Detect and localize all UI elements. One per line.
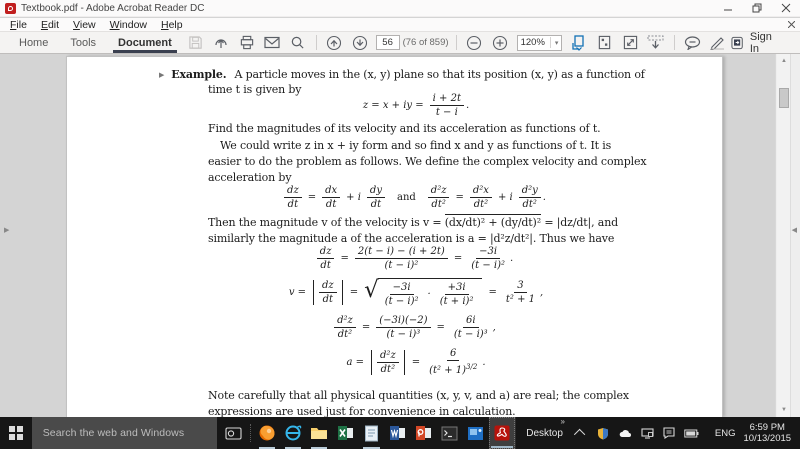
- scrollbar-thumb[interactable]: [779, 88, 789, 108]
- share-upload-icon[interactable]: [208, 33, 234, 53]
- tab-document[interactable]: Document: [107, 32, 183, 53]
- comment-icon[interactable]: [680, 33, 706, 53]
- page-count-label: (76 of 859): [402, 37, 449, 48]
- taskbar-command-prompt-icon[interactable]: [437, 417, 463, 449]
- expand-right-pane-icon[interactable]: ◀: [791, 227, 797, 234]
- chevron-down-icon: ▾: [554, 39, 559, 47]
- toolbar: [0, 31, 800, 54]
- menu-file[interactable]: File: [10, 18, 27, 31]
- fill-sign-pencil-icon[interactable]: [705, 33, 731, 53]
- taskbar-powerpoint-icon[interactable]: [411, 417, 437, 449]
- date-label: 10/13/2015: [743, 433, 792, 444]
- fit-page-icon[interactable]: [592, 33, 618, 53]
- close-button[interactable]: [771, 0, 800, 16]
- body-line: expressions are used just for convenience in calculation.: [208, 405, 516, 417]
- toolbar-overflow-icon[interactable]: »: [560, 417, 565, 426]
- restore-button[interactable]: [742, 0, 771, 16]
- menu-window[interactable]: Window: [109, 18, 147, 31]
- page-number-input[interactable]: [376, 35, 400, 50]
- sign-in-label: Sign In: [749, 30, 772, 55]
- save-icon[interactable]: [183, 33, 209, 53]
- toolbar-divider: [674, 35, 675, 50]
- search-icon[interactable]: [285, 33, 311, 53]
- menu-view[interactable]: View: [73, 18, 96, 31]
- document-area: [0, 54, 800, 417]
- zoom-out-icon[interactable]: [462, 33, 488, 53]
- email-icon[interactable]: [259, 33, 285, 53]
- taskbar-excel-icon[interactable]: [332, 417, 358, 449]
- scroll-up-icon[interactable]: ▲: [781, 58, 787, 64]
- taskbar-acrobat-reader-icon[interactable]: [489, 417, 515, 449]
- previous-page-icon[interactable]: [322, 33, 348, 53]
- body-line: time t is given by: [208, 83, 302, 96]
- tab-home[interactable]: Home: [19, 36, 49, 49]
- taskbar: [0, 417, 800, 449]
- body-line: similarly the magnitude a of the acceleration is a = |d²z/dt²|. Thus we have: [208, 232, 615, 245]
- desktop-toolbar[interactable]: [515, 417, 571, 449]
- equation-velocity-definition: $\frac{dz}{dt}$ = $\frac{dx}{dt}$ + i dy dt and $\frac{\text{d²z}}{\text{dt²}}$ = $\frac{\text{d²x}}{\text{dt²}}$ + i d²y dt² .: [208, 185, 620, 210]
- minimize-button[interactable]: [713, 0, 742, 16]
- taskbar-divider: [250, 424, 251, 442]
- body-line: Note carefully that all physical quantities (x, y, v, and a) are real; the complex: [208, 389, 629, 402]
- menu-edit[interactable]: Edit: [40, 18, 60, 31]
- scrolling-view-icon[interactable]: [566, 33, 592, 53]
- acrobat-app-icon: [5, 3, 16, 14]
- action-center-icon[interactable]: [662, 426, 677, 441]
- toolbar-divider: [456, 35, 457, 50]
- full-screen-icon[interactable]: [618, 33, 644, 53]
- tab-tools[interactable]: Tools: [70, 36, 97, 49]
- toolbar-divider: [316, 35, 317, 50]
- zoom-in-icon[interactable]: [487, 33, 513, 53]
- body-line: Then the magnitude v of the velocity is v = (dx/dt)² + (dy/dt)² = |dz/dt|, and: [208, 216, 619, 229]
- body-line: Find the magnitudes of its velocity and its acceleration as functions of t.: [208, 122, 601, 135]
- window-controls: [713, 0, 800, 16]
- sign-in-panel-icon: [731, 36, 743, 50]
- equation-speed: v = dz dt = √ −3i (t − i)² · +3i (t + i)² = $\frac{3}{\text{t² + 1}}$ ,: [288, 277, 544, 307]
- example-marker-icon: ▶: [159, 71, 165, 79]
- task-view-button[interactable]: [219, 417, 247, 449]
- search-placeholder: Search the web and Windows: [42, 427, 185, 439]
- scroll-down-icon[interactable]: ▼: [781, 407, 787, 413]
- taskbar-internet-explorer-icon[interactable]: [280, 417, 306, 449]
- example-heading: ▶ Example. A particle moves in the (x, y) plane so that its position (x, y) as a function of: [159, 68, 645, 81]
- equation-z: z = x + iy = $\frac{i + 2t}{t - i}$ .: [362, 93, 470, 118]
- sign-in-button[interactable]: [731, 31, 782, 55]
- equation-d2z-dt2: $\frac{\text{d²z}}{\text{dt²}}$ = $\frac{(-3i)(-2)}{\text{(t − i)³}}$ = $\frac{6i}{\text{(t − i)³}}$ ,: [208, 315, 620, 340]
- language-indicator[interactable]: ENG: [714, 427, 736, 439]
- windows-logo-icon: [9, 426, 23, 440]
- onedrive-cloud-icon[interactable]: [618, 426, 633, 441]
- next-page-icon[interactable]: [347, 33, 373, 53]
- menu-bar: [0, 18, 800, 31]
- right-strip: [775, 54, 800, 417]
- equation-acceleration: a = d²z dt² = $\frac{6}{(t^2 + 1)^{3/2}}$ .: [346, 348, 486, 376]
- battery-icon[interactable]: [684, 426, 699, 441]
- expand-left-pane-icon[interactable]: ▶: [4, 227, 10, 234]
- start-button[interactable]: [0, 417, 32, 449]
- taskbar-firefox-icon[interactable]: [254, 417, 280, 449]
- title-bar: [0, 0, 800, 17]
- window-title: Textbook.pdf - Adobe Acrobat Reader DC: [21, 2, 205, 14]
- taskbar-clock[interactable]: [744, 422, 792, 444]
- taskbar-file-explorer-icon[interactable]: [306, 417, 332, 449]
- taskbar-right-cluster: [515, 417, 800, 449]
- taskbar-search-input[interactable]: [32, 417, 217, 449]
- body-line: acceleration by: [208, 171, 292, 184]
- radical-icon: √: [364, 277, 379, 303]
- document-close-icon[interactable]: [788, 21, 795, 28]
- body-line: easier to do the problem as follows. We define the complex velocity and complex: [208, 155, 647, 168]
- taskbar-notepad-document-icon[interactable]: [358, 417, 384, 449]
- system-tray: [596, 426, 699, 441]
- zoom-level-value: 120%: [521, 37, 551, 48]
- print-icon[interactable]: [234, 33, 260, 53]
- taskbar-word-icon[interactable]: [385, 417, 411, 449]
- collapse-toolbar-icon[interactable]: [643, 33, 669, 53]
- example-label: Example.: [171, 68, 227, 81]
- taskbar-photos-icon[interactable]: [463, 417, 489, 449]
- desktop-label: Desktop: [526, 427, 563, 439]
- body-line: We could write z in x + iy form and so find x and y as functions of t. It is: [220, 139, 612, 152]
- vertical-scrollbar[interactable]: [777, 54, 791, 417]
- pdf-page[interactable]: [66, 56, 723, 417]
- security-shield-icon[interactable]: [596, 426, 611, 441]
- time-label: 6:59 PM: [749, 422, 785, 433]
- equation-dz-dt: $\frac{dz}{dt}$ = $\frac{2(t - i) - (i + 2t)}{\text{(t − i)²}}$ = $\frac{-3i}{\text{(t − i)²}}$ .: [208, 246, 620, 271]
- zoom-level-select[interactable]: [517, 35, 563, 51]
- inline-radical: (dx/dt)² + (dy/dt)²: [444, 216, 541, 229]
- menu-help[interactable]: Help: [161, 18, 183, 31]
- display-settings-icon[interactable]: [640, 426, 655, 441]
- show-hidden-icons-chevron[interactable]: [574, 429, 585, 440]
